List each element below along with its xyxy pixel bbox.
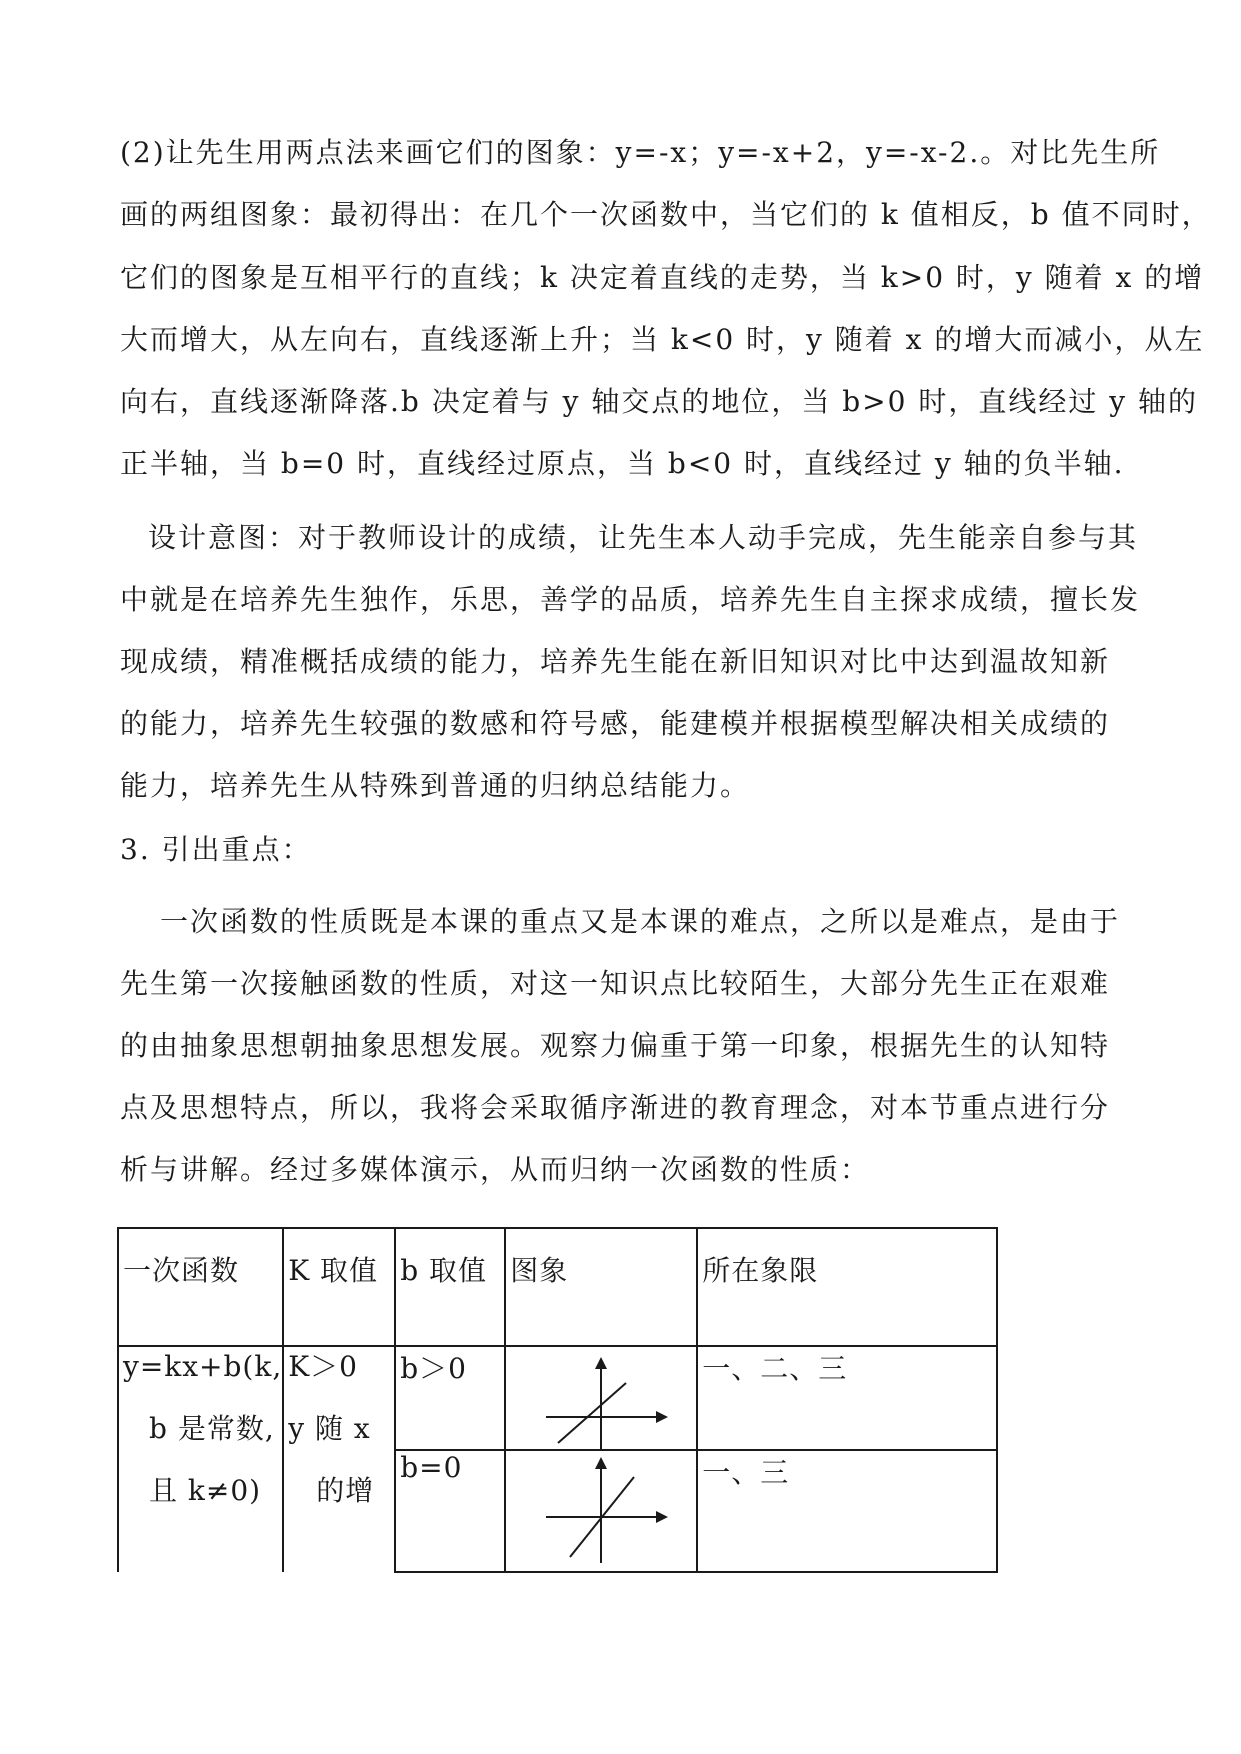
- paragraph-line: 现成绩，精准概括成绩的能力，培养先生能在新旧知识对比中达到温故知新: [120, 645, 1111, 678]
- x-axis-arrow: [656, 1511, 668, 1523]
- quadrants-cell: 一、三: [697, 1450, 997, 1572]
- k-line: 的增: [316, 1474, 375, 1507]
- paragraph-line: 大而增大，从左向右，直线逐渐上升；当 k<0 时，y 随着 x 的增大而减小，从左: [120, 323, 1205, 356]
- table-row: [118, 1346, 997, 1450]
- function-line: b 是常数,: [149, 1412, 275, 1445]
- header-k: K 取值: [283, 1228, 395, 1346]
- paragraph-line: 的由抽象思想朝抽象思想发展。观察力偏重于第一印象，根据先生的认知特: [120, 1029, 1111, 1062]
- graph-cell: [505, 1346, 697, 1450]
- section-heading: 3. 引出重点：: [120, 833, 312, 866]
- paragraph-line: 正半轴，当 b=0 时，直线经过原点，当 b<0 时，直线经过 y 轴的负半轴.: [120, 447, 1125, 480]
- function-line: y=kx+b(k,: [123, 1350, 283, 1383]
- k-line: K＞0: [288, 1350, 358, 1383]
- header-function: 一次函数: [118, 1228, 283, 1346]
- paragraph-line: 点及思想特点，所以，我将会采取循序渐进的教育理念，对本节重点进行分: [120, 1091, 1111, 1124]
- b-cell: b=0: [395, 1450, 505, 1572]
- header-graph: 图象: [505, 1228, 697, 1346]
- y-axis-arrow: [595, 1357, 607, 1369]
- paragraph-line: (2)让先生用两点法来画它们的图象：y=-x；y=-x+2，y=-x-2.。对比先生所: [120, 136, 1161, 169]
- paragraph-line: 析与讲解。经过多媒体演示，从而归纳一次函数的性质：: [120, 1153, 871, 1186]
- paragraph-line: 能力，培养先生从特殊到普通的归纳总结能力。: [120, 769, 751, 802]
- b-cell: b＞0: [395, 1346, 505, 1450]
- k-cell: [283, 1346, 395, 1572]
- quadrants-cell: 一、二、三: [697, 1346, 997, 1450]
- paragraph-line: 一次函数的性质既是本课的重点又是本课的难点，之所以是难点，是由于: [160, 905, 1121, 938]
- graph-cell: [505, 1450, 697, 1572]
- function-line: 且 k≠0): [149, 1474, 262, 1507]
- line-graph-through-origin: [506, 1451, 696, 1571]
- header-quadrants: 所在象限: [697, 1228, 997, 1346]
- k-line: y 随 x: [288, 1412, 371, 1445]
- paragraph-line: 中就是在培养先生独作，乐思，善学的品质，培养先生自主探求成绩，擅长发: [120, 583, 1141, 616]
- paragraph-line: 先生第一次接触函数的性质，对这一知识点比较陌生，大部分先生正在艰难: [120, 967, 1111, 1000]
- table-header-row: [118, 1228, 997, 1346]
- line-graph-positive-intercept: [506, 1347, 696, 1449]
- function-line-b-positive: [558, 1383, 626, 1443]
- paragraph-line: 画的两组图象：最初得出：在几个一次函数中，当它们的 k 值相反，b 值不同时，: [120, 198, 1212, 231]
- function-properties-table: [117, 1227, 998, 1573]
- y-axis-arrow: [595, 1457, 607, 1469]
- paragraph-line: 它们的图象是互相平行的直线；k 决定着直线的走势，当 k>0 时，y 随着 x 的增: [120, 261, 1205, 294]
- function-cell: [118, 1346, 283, 1572]
- design-intent-line: 设计意图：对于教师设计的成绩，让先生本人动手完成，先生能亲自参与其: [148, 521, 1139, 554]
- paragraph-line: 向右，直线逐渐降落.b 决定着与 y 轴交点的地位，当 b>0 时，直线经过 y 轴的: [120, 385, 1198, 418]
- x-axis-arrow: [656, 1411, 668, 1423]
- paragraph-line: 的能力，培养先生较强的数感和符号感，能建模并根据模型解决相关成绩的: [120, 707, 1111, 740]
- header-b: b 取值: [395, 1228, 505, 1346]
